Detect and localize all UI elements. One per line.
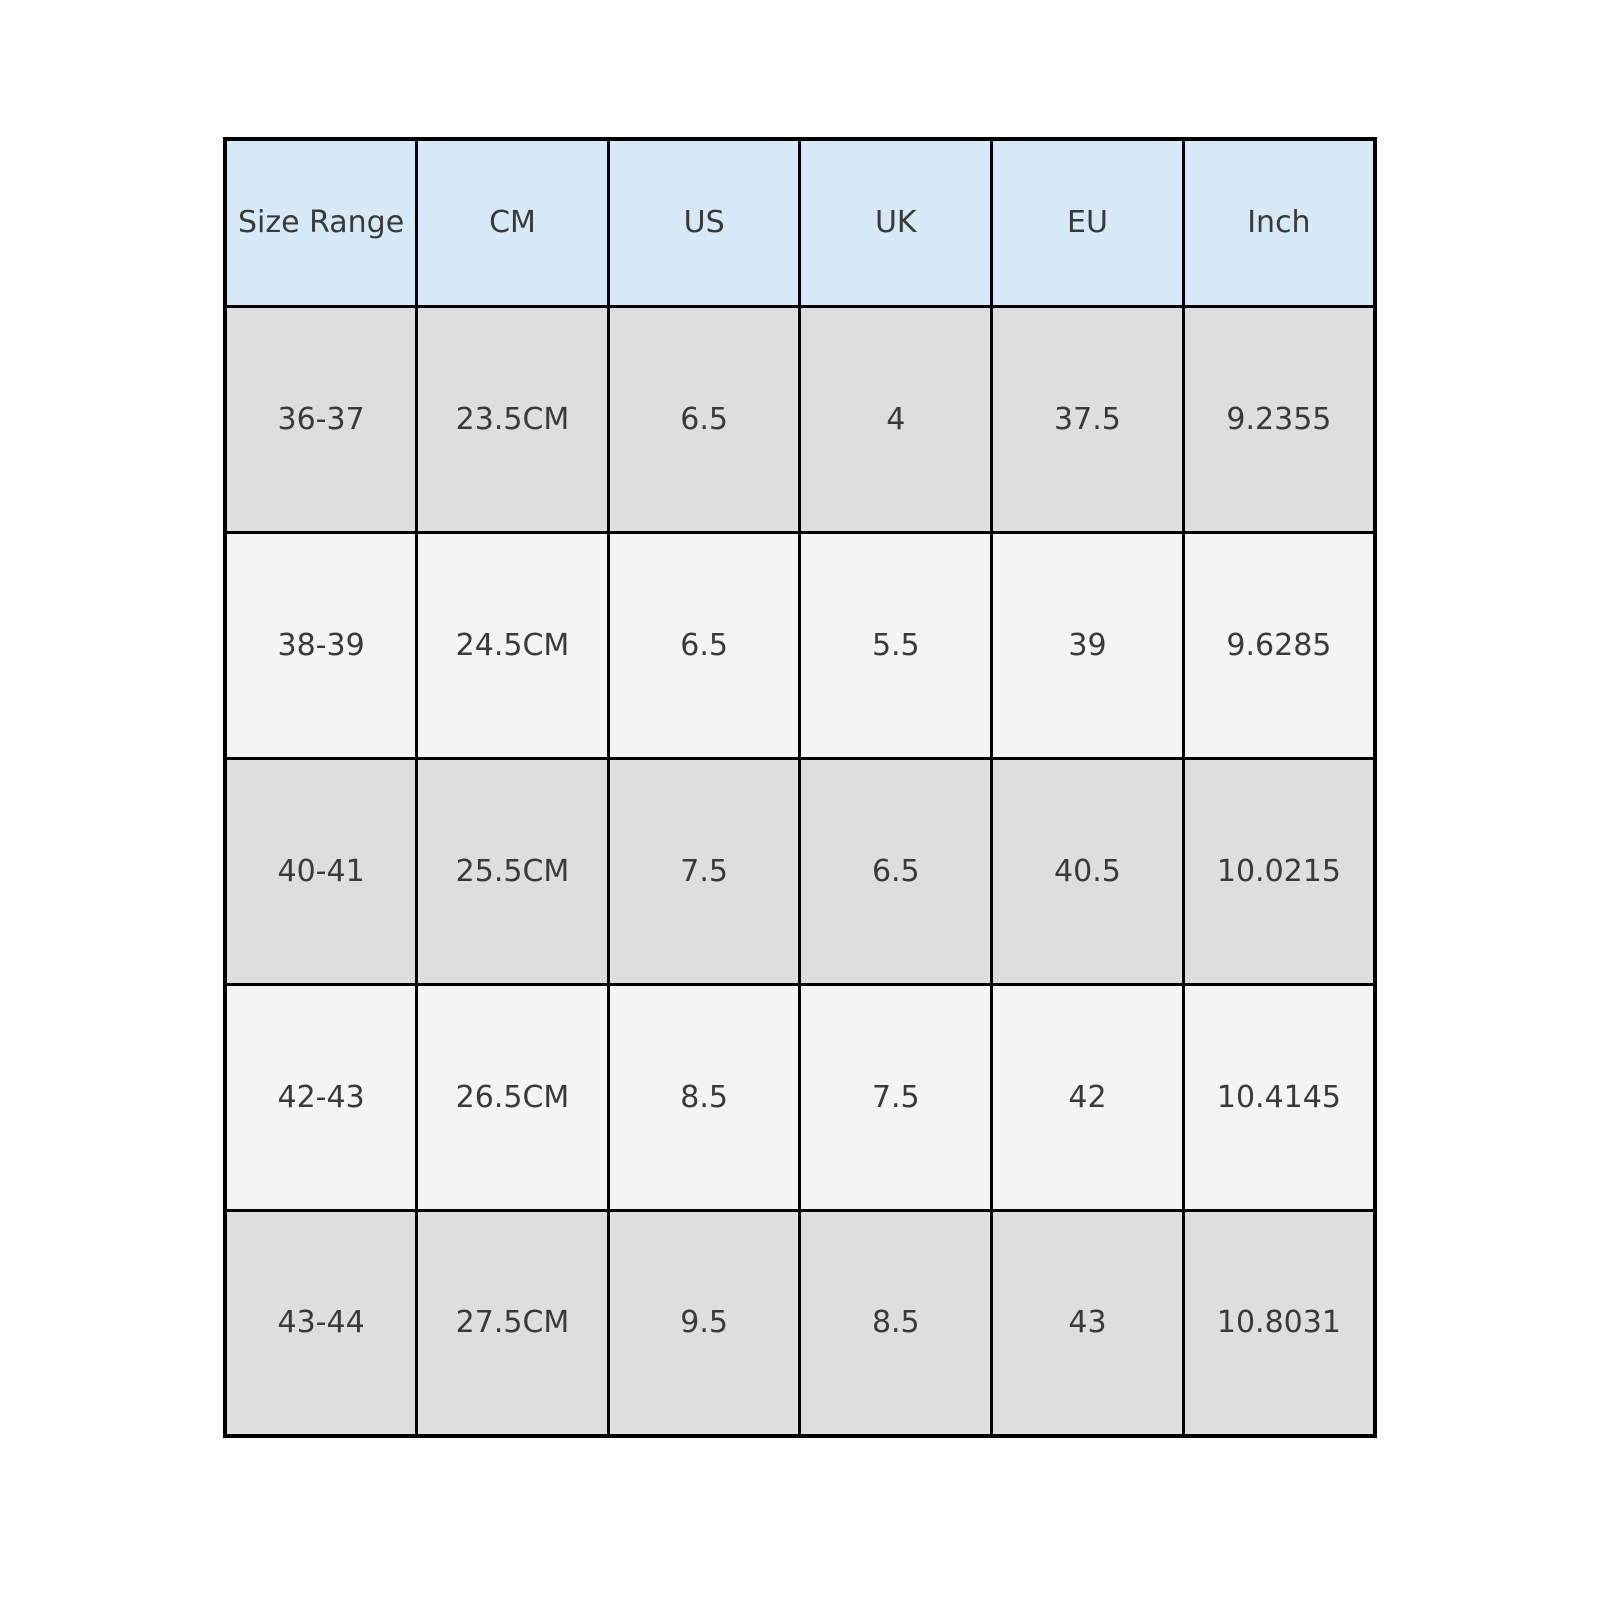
- cell-uk: 8.5: [800, 1210, 992, 1436]
- table-row: [225, 306, 1375, 532]
- cell-inch: 10.0215: [1183, 758, 1375, 984]
- cell-eu: 43: [992, 1210, 1184, 1436]
- cell-cm: 27.5CM: [417, 1210, 609, 1436]
- cell-uk: 5.5: [800, 532, 992, 758]
- cell-eu: 39: [992, 532, 1184, 758]
- cell-us: 8.5: [608, 984, 800, 1210]
- cell-inch: 9.6285: [1183, 532, 1375, 758]
- cell-cm: 24.5CM: [417, 532, 609, 758]
- cell-uk: 7.5: [800, 984, 992, 1210]
- cell-inch: 9.2355: [1183, 306, 1375, 532]
- cell-eu: 40.5: [992, 758, 1184, 984]
- cell-uk: 6.5: [800, 758, 992, 984]
- cell-us: 7.5: [608, 758, 800, 984]
- table-row: [225, 532, 1375, 758]
- table-row: [225, 1210, 1375, 1436]
- table-row: [225, 758, 1375, 984]
- table-row: [225, 984, 1375, 1210]
- header-cell-cm: CM: [417, 139, 609, 306]
- cell-us: 6.5: [608, 532, 800, 758]
- cell-size-range: 40-41: [225, 758, 417, 984]
- header-cell-uk: UK: [800, 139, 992, 306]
- header-cell-inch: Inch: [1183, 139, 1375, 306]
- cell-us: 6.5: [608, 306, 800, 532]
- cell-uk: 4: [800, 306, 992, 532]
- cell-us: 9.5: [608, 1210, 800, 1436]
- cell-inch: 10.8031: [1183, 1210, 1375, 1436]
- cell-size-range: 36-37: [225, 306, 417, 532]
- cell-cm: 26.5CM: [417, 984, 609, 1210]
- cell-eu: 37.5: [992, 306, 1184, 532]
- cell-inch: 10.4145: [1183, 984, 1375, 1210]
- header-cell-us: US: [608, 139, 800, 306]
- header-row: [225, 139, 1375, 306]
- cell-eu: 42: [992, 984, 1184, 1210]
- cell-cm: 23.5CM: [417, 306, 609, 532]
- header-cell-eu: EU: [992, 139, 1184, 306]
- cell-size-range: 42-43: [225, 984, 417, 1210]
- cell-size-range: 38-39: [225, 532, 417, 758]
- cell-size-range: 43-44: [225, 1210, 417, 1436]
- header-cell-size-range: Size Range: [225, 139, 417, 306]
- shoe-size-conversion-table: [223, 137, 1377, 1438]
- cell-cm: 25.5CM: [417, 758, 609, 984]
